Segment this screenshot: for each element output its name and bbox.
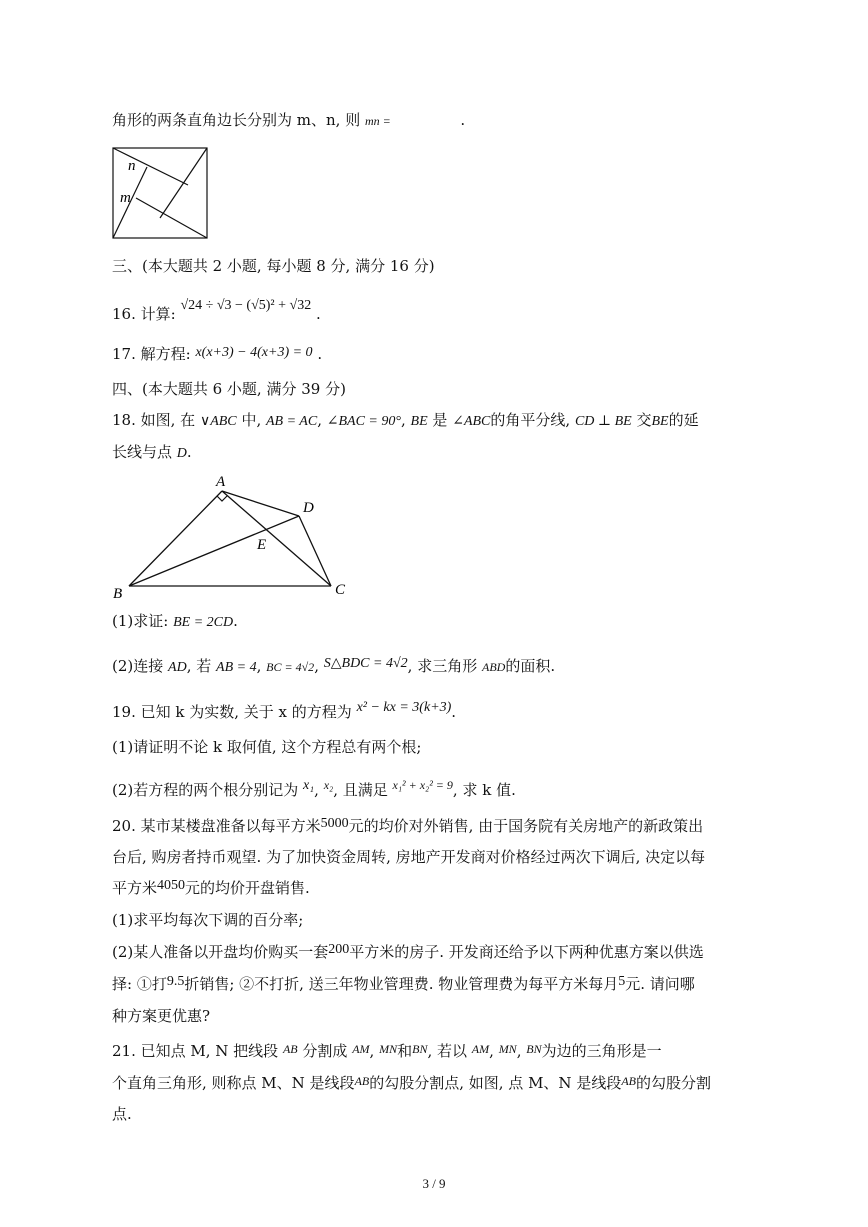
- q18-p2-c: , 若: [186, 657, 212, 675]
- q15-expr: mn =: [364, 114, 391, 128]
- q18-l2-d: D: [176, 446, 187, 461]
- q18-l1-o: 的延: [668, 411, 699, 429]
- q16-number: 16. 计算:: [112, 305, 176, 323]
- q18-l1-be: BE: [410, 414, 428, 429]
- q20-l1-c: 元的均价对外销售, 由于国务院有关房地产的新政策出: [348, 817, 704, 835]
- seg-BD: [129, 516, 299, 586]
- seg-BA: [129, 491, 222, 586]
- q20-area-200: 200: [328, 942, 350, 957]
- segment-2: [160, 148, 207, 218]
- q19-x2: x₂: [323, 778, 334, 792]
- q20-part-2a: [112, 942, 704, 964]
- q19-part-2: [112, 780, 516, 802]
- q18-p2-k: 的面积.: [505, 657, 556, 675]
- q19-p2-a: (2)若方程的两个根分别记为: [112, 781, 299, 799]
- q18-l1-c: 中,: [241, 411, 262, 429]
- q19-l1-c: .: [451, 703, 457, 721]
- seg-AC: [222, 491, 331, 586]
- q16-expr: √24 ÷ √3 − (√5)² + √32: [180, 298, 312, 313]
- q18-p2-e: ,: [256, 657, 262, 675]
- q21-l2-c: 的勾股分割点, 如图, 点 M、N 是线段: [369, 1074, 622, 1092]
- fig18-label-C: C: [335, 582, 346, 598]
- q15-end: .: [460, 111, 466, 129]
- q18-l1-i: 是: [432, 411, 448, 429]
- q19-equation: x² − kx = 3(k+3): [356, 700, 452, 715]
- q18-p2-bc: BC = 4√2: [266, 660, 315, 674]
- q18-line-1: [112, 410, 699, 432]
- q21-l1-e: ,: [369, 1042, 375, 1060]
- q17-number: 17. 解方程:: [112, 345, 191, 363]
- q21-l1-m: ,: [516, 1042, 522, 1060]
- q20-price-4050: 4050: [157, 878, 186, 893]
- q21-am: AM: [352, 1042, 370, 1056]
- q21-l1-c: 分割成: [302, 1042, 348, 1060]
- q18-p2-ad: AD: [168, 660, 187, 675]
- q19-p2-e: , 且满足: [333, 781, 388, 799]
- q18-l1-g: ,: [400, 411, 406, 429]
- seg-AD: [222, 491, 299, 516]
- section-3-title: 三、(本大题共 2 小题, 每小题 8 分, 满分 16 分): [112, 257, 435, 275]
- q18-l1-angle: ∠BAC = 90°: [326, 414, 401, 429]
- q15-text: 角形的两条直角边长分别为 m、n, 则: [112, 111, 361, 129]
- q21-l1-g: 和: [397, 1042, 413, 1060]
- q20-p2b-c: 折销售; ②不打折, 送三年物业管理费. 物业管理费为每平方米每月: [184, 975, 619, 993]
- q18-p2-i: , 求三角形: [407, 657, 478, 675]
- q20-line-2: 台后, 购房者持币观望. 为了加快资金周转, 房地产开发商对价格经过两次下调后, 决定以每: [112, 848, 706, 866]
- q21-l2-ab2: AB: [621, 1074, 636, 1088]
- q18-l2-a: 长线与点: [112, 443, 173, 461]
- q21-ab: AB: [282, 1042, 298, 1056]
- seg-DC: [299, 516, 331, 586]
- q19-l1-a: 19. 已知 k 为实数, 关于 x 的方程为: [112, 703, 352, 721]
- q19-line-1: [112, 702, 456, 724]
- q21-l1-i: , 若以: [427, 1042, 468, 1060]
- q19-p2-g: , 求 k 值.: [452, 781, 516, 799]
- q16-end: .: [315, 305, 321, 323]
- q18-l1-m: 交: [636, 411, 652, 429]
- q21-line-1: [112, 1041, 662, 1062]
- q18-part-1: [112, 611, 238, 633]
- segment-1: [113, 148, 188, 185]
- q21-bn: BN: [412, 1042, 428, 1056]
- q20-line-1: [112, 816, 703, 838]
- q21-l2-e: 的勾股分割: [636, 1074, 712, 1092]
- q16-line: [112, 298, 321, 326]
- q20-l1-a: 20. 某市某楼盘准备以每平方米: [112, 817, 321, 835]
- q15-tail-line: [112, 110, 465, 131]
- q17-expr: x(x+3) − 4(x+3) = 0: [195, 345, 313, 360]
- q18-p1-a: (1)求证:: [112, 612, 169, 630]
- q18-p1-c: .: [233, 612, 238, 630]
- q18-p2-g: ,: [314, 657, 319, 675]
- fig15-label-n: n: [128, 158, 136, 174]
- q19-p2-c: ,: [314, 781, 319, 799]
- q20-part-2b: [112, 974, 695, 996]
- section-4-title: 四、(本大题共 6 小题, 满分 39 分): [112, 380, 346, 398]
- q20-p2b-a: 择: ①打: [112, 975, 167, 993]
- q20-p2b-e: 元. 请问哪: [625, 975, 695, 993]
- q19-condition: x₁² + x₂² = 9: [392, 778, 453, 792]
- q18-l1-be2: BE: [651, 414, 669, 429]
- q19-part-1: (1)请证明不论 k 取何值, 这个方程总有两个根;: [112, 738, 422, 756]
- q20-p2a-c: 平方米的房子. 开发商还给予以下两种优惠方案以供选: [349, 943, 704, 961]
- q18-l1-k: 的角平分线,: [490, 411, 571, 429]
- fig18-label-B: B: [113, 586, 123, 602]
- q18-p2-area: S△BDC = 4√2: [323, 656, 408, 671]
- fig15-label-m: m: [120, 190, 131, 206]
- q20-part-1: (1)求平均每次下调的百分率;: [112, 911, 304, 929]
- q21-l2-a: 个直角三角形, 则称点 M、N 是线段: [112, 1074, 355, 1092]
- q18-l2-c: .: [186, 443, 192, 461]
- q18-line-2: [112, 442, 192, 464]
- q18-l1-perp: CD ⊥ BE: [574, 414, 632, 429]
- q18-l1-ab-ac: AB = AC: [266, 414, 318, 429]
- q21-line-2: [112, 1073, 711, 1094]
- q21-line-3: 点.: [112, 1105, 132, 1123]
- segment-3: [136, 198, 207, 238]
- q19-x1: x₁: [303, 778, 315, 793]
- q18-l1-abc: ∠ABC: [452, 414, 491, 429]
- q18-l1-a: 18. 如图, 在: [112, 411, 196, 429]
- q20-part-2c: 种方案更优惠?: [112, 1007, 211, 1025]
- figure-18-triangle: [105, 470, 355, 605]
- q21-mn: MN: [379, 1042, 398, 1056]
- fig18-label-A: A: [216, 474, 226, 490]
- fig18-label-E: E: [257, 537, 267, 553]
- figure-15-square: [108, 144, 212, 242]
- q21-l1-o: 为边的三角形是一: [541, 1042, 662, 1060]
- q20-l3-c: 元的均价开盘销售.: [185, 879, 310, 897]
- right-angle-mark: [217, 496, 227, 501]
- q17-end: .: [317, 345, 323, 363]
- q20-discount: 9.5: [166, 974, 185, 989]
- q20-line-3: [112, 878, 310, 900]
- q18-p2-a: (2)连接: [112, 657, 164, 675]
- q20-l3-a: 平方米: [112, 879, 158, 897]
- q17-line: [112, 344, 322, 366]
- q21-am2: AM: [471, 1042, 490, 1056]
- q18-l1-e: ,: [317, 411, 322, 429]
- q21-l1-k: ,: [489, 1042, 494, 1060]
- q20-fee: 5: [618, 974, 626, 989]
- q20-price-5000: 5000: [320, 816, 349, 831]
- q18-l1-triangle: ∨ABC: [199, 414, 237, 429]
- q21-l1-a: 21. 已知点 M, N 把线段: [112, 1042, 279, 1060]
- q21-mn2: MN: [498, 1042, 517, 1056]
- page-number: 3 / 9: [422, 1176, 446, 1191]
- q18-p1-expr: BE = 2CD: [173, 615, 234, 630]
- q18-part-2: [112, 656, 555, 678]
- q21-bn2: BN: [526, 1042, 542, 1056]
- q18-p2-abd: ABD: [481, 660, 506, 674]
- q21-l2-ab: AB: [354, 1074, 370, 1088]
- q18-p2-ab: AB = 4: [216, 660, 257, 675]
- fig18-label-D: D: [303, 500, 314, 516]
- q20-p2a-a: (2)某人准备以开盘均价购买一套: [112, 943, 329, 961]
